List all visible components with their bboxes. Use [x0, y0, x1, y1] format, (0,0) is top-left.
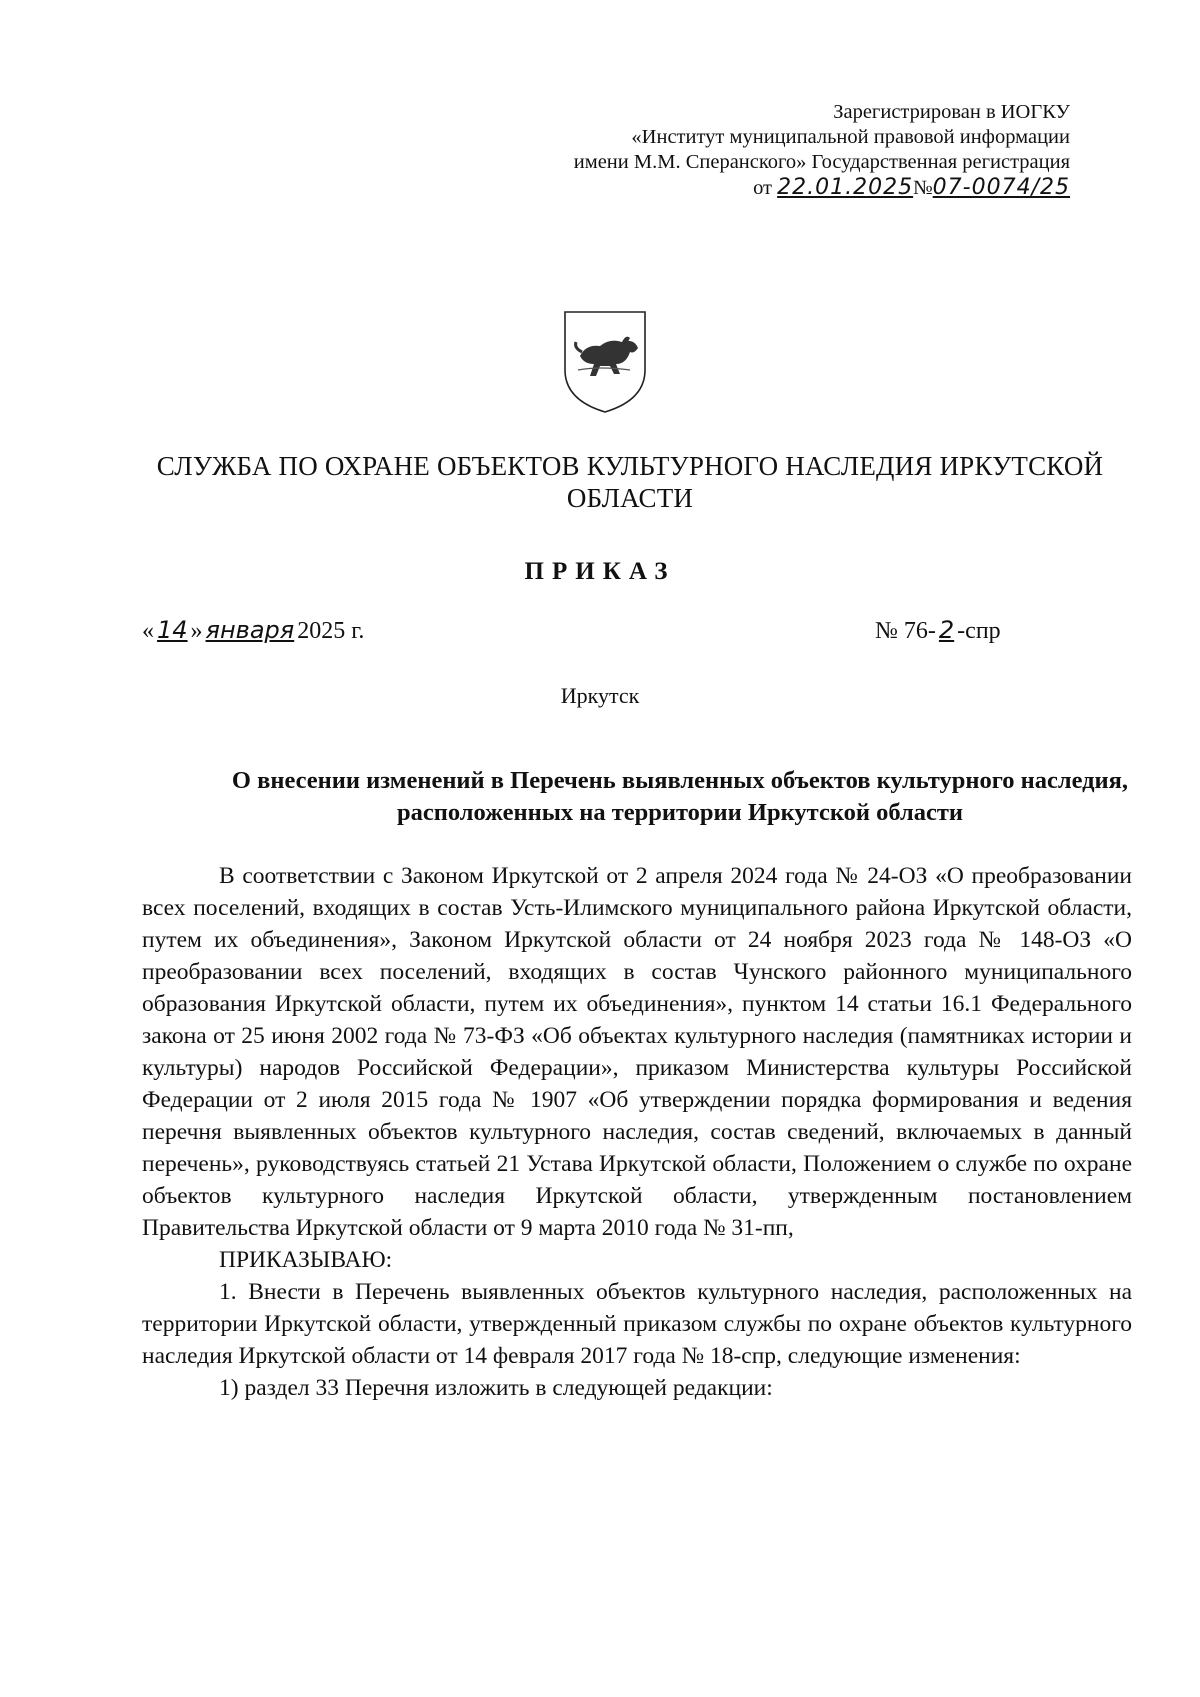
document-type: ПРИКАЗ: [524, 558, 676, 585]
number-value: 2: [938, 616, 955, 644]
irkutsk-coat-of-arms-icon: [560, 308, 650, 416]
registration-line-2: «Институт муниципальной правовой информации: [631, 126, 1070, 148]
item-1-paragraph: 1. Внести в Перечень выявленных объектов культурного наследия, расположенных на территории Иркутской области, утвержденный приказом службы по охране объектов культурного наследия Иркутской области от 14 февраля 2017 года № 18-спр, следующие изменения:: [142, 1279, 1132, 1369]
date-month: января: [205, 616, 295, 644]
registration-date-prefix: от: [753, 177, 773, 199]
registration-line-1: Зарегистрирован в ИОГКУ: [833, 101, 1070, 123]
date-close-quote: »: [190, 618, 203, 644]
registration-number: 07-0074/25: [932, 175, 1070, 200]
order-date: [142, 616, 364, 645]
date-year: 2025 г.: [297, 618, 365, 644]
order-number: [875, 616, 1001, 645]
order-word: ПРИКАЗЫВАЮ:: [219, 1247, 393, 1273]
registration-line-4: [574, 175, 1070, 201]
registration-line-3: имени М.М. Сперанского» Государственная регистрация: [573, 151, 1070, 173]
registration-stamp: [574, 100, 1070, 201]
registration-number-prefix: №: [913, 177, 933, 199]
registration-date: 22.01.2025: [777, 175, 914, 200]
number-prefix: № 76-: [875, 618, 936, 644]
date-day: 14: [157, 616, 188, 644]
document-body: [142, 860, 1132, 1404]
organization-name: СЛУЖБА ПО ОХРАНЕ ОБЪЕКТОВ КУЛЬТУРНОГО НАСЛЕДИЯ ИРКУТСКОЙ ОБЛАСТИ: [156, 451, 1104, 513]
number-suffix: -спр: [957, 618, 1001, 644]
city: Иркутск: [560, 683, 640, 708]
preamble-paragraph: В соответствии с Законом Иркутской от 2 апреля 2024 года № 24-ОЗ «О преобразовании всех поселений, входящих в состав Усть-Илимского муниципального района Иркутской области, путем их объединения», Законом Иркутской области от 24 ноября 2023 года № 148-ОЗ «О преобразовании всех поселений, входящих в состав Чунского районного муниципального образования Иркутской области, путем их объединения», пунктом 14 статьи 16.1 Федерального закона от 25 июня 2002 года № 73-ФЗ «Об объектах культурного наследия (памятниках истории и культуры) народов Российской Федерации», приказом Министерства культуры Российской Федерации от 2 июля 2015 года № 1907 «Об утверждении порядка формирования и ведения перечня выявленных объектов культурного наследия, состав сведений, включаемых в данный перечень», руководствуясь статьей 21 Устава Иркутской области, Положением о службе по охране объектов культурного наследия Иркутской области, утвержденным постановлением Правительства Иркутской области от 9 марта 2010 года № 31-пп,: [142, 863, 1132, 1241]
item-1-1-paragraph: 1) раздел 33 Перечня изложить в следующей редакции:: [219, 1375, 773, 1401]
date-open-quote: «: [142, 618, 154, 644]
document-subject: О внесении изменений в Перечень выявленных объектов культурного наследия, расположенных на территории Иркутской области: [231, 767, 1129, 826]
